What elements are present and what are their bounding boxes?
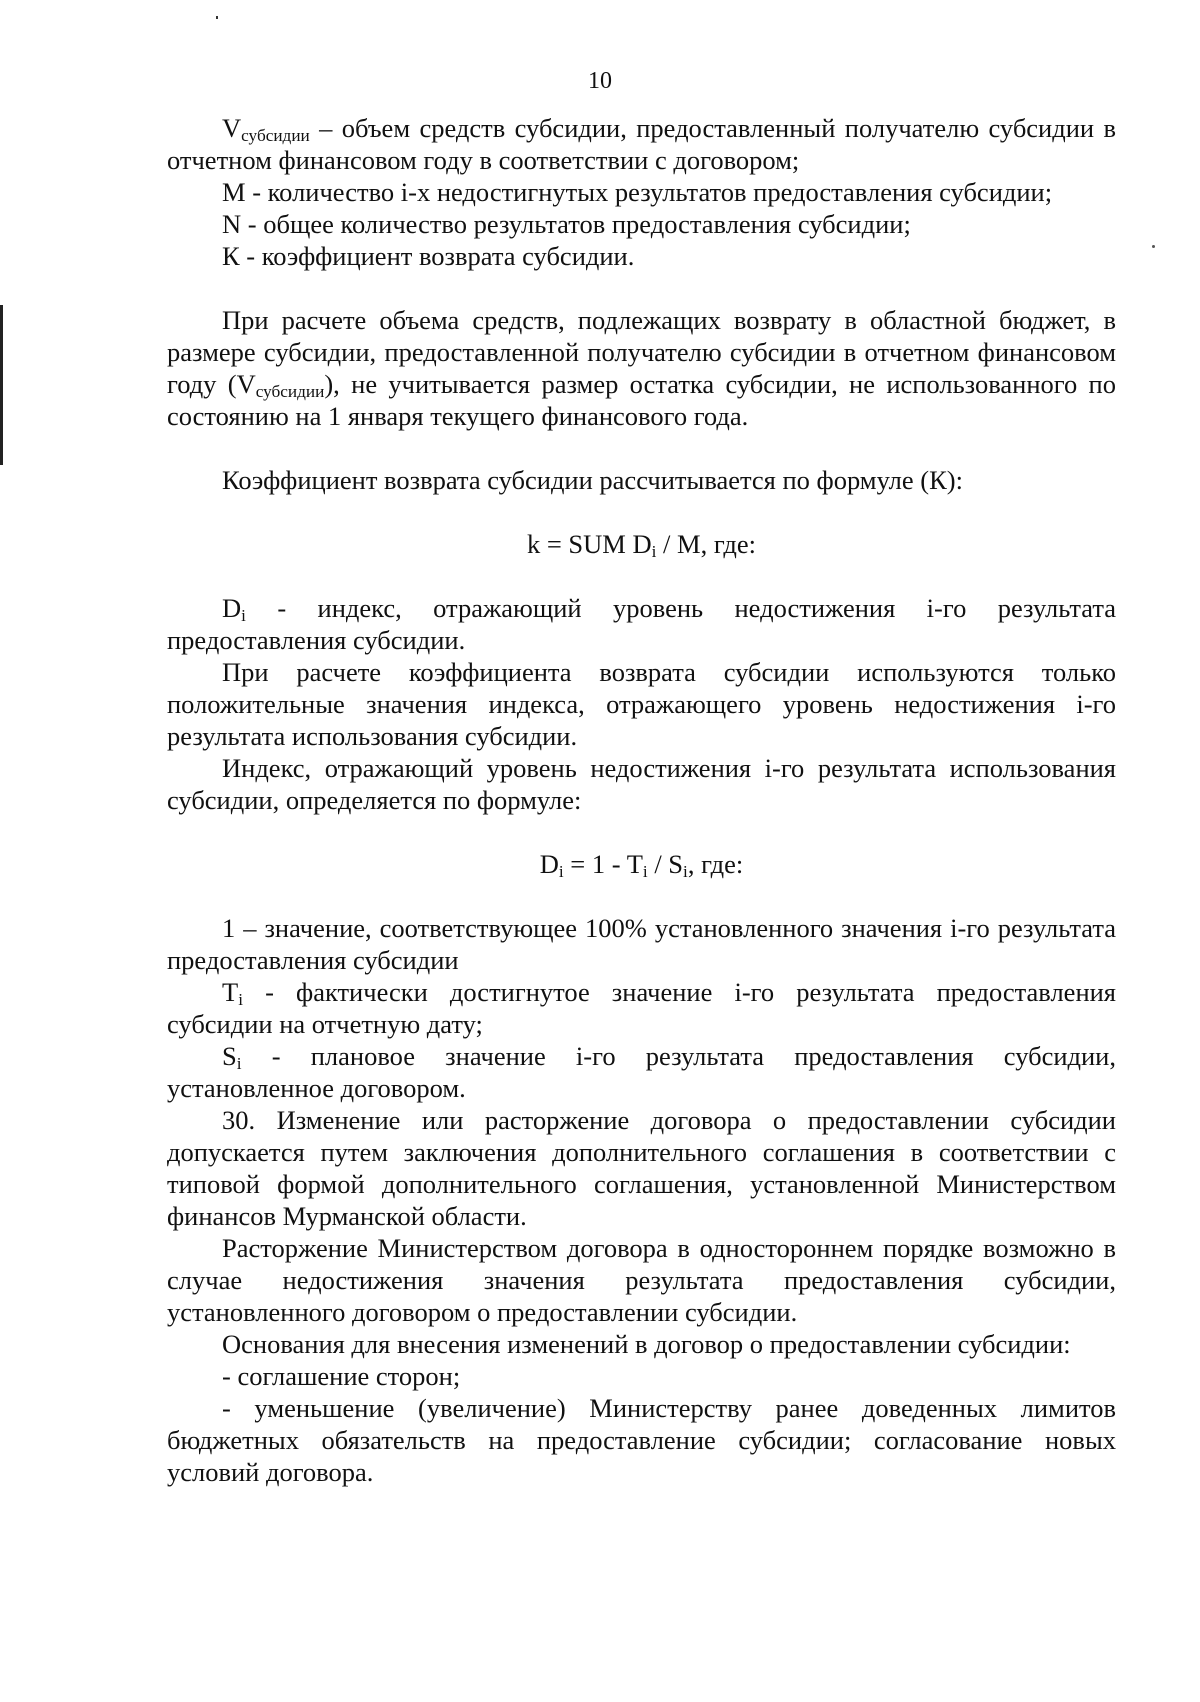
paragraph-one-value: 1 – значение, соответствующее 100% установленного значения i-го результата предоставления субсидии — [167, 913, 1116, 975]
subscript: субсидии — [241, 126, 310, 145]
paragraph-ti: $T_i$ - фактически достигнутое значение i-го результата предоставления субсидии на отчетную дату; — [167, 977, 1116, 1039]
formula-di: $D_i = 1 - T_i / S_i$, где: — [539, 849, 744, 881]
paragraph-k: К - коэффициент возврата субсидии. — [222, 241, 635, 271]
paragraph-coefficient-intro: Коэффициент возврата субсидии рассчитывается по формуле (К): — [222, 465, 963, 495]
paragraph-termination: Расторжение Министерством договора в одностороннем порядке возможно в случае недостижения значения результата предоставления субсидии, установленного договором о предоставлении субсидии. — [167, 1233, 1116, 1327]
paragraph-index-formula-intro: Индекс, отражающий уровень недостижения i-го результата использования субсидии, определяется по формуле: — [167, 753, 1116, 815]
scan-artifact-dot — [216, 16, 218, 19]
list-item-limits: - уменьшение (увеличение) Министерству ранее доведенных лимитов бюджетных обязательств на предоставление субсидии; согласование новых условий договора. — [167, 1393, 1116, 1487]
paragraph-n: N - общее количество результатов предоставления субсидии; — [222, 209, 911, 239]
subscript: i — [558, 862, 564, 881]
paragraph-positive-values: При расчете коэффициента возврата субсидии используются только положительные значения индекса, отражающего уровень недостижения i-го результата использования субсидии. — [167, 657, 1116, 751]
subscript: i — [241, 606, 246, 625]
scan-artifact-dot-right — [1152, 245, 1155, 248]
paragraph-text: объем средств субсидии, предоставленный получателю субсидии в отчетном финансовом году в соответствии с договором; — [167, 113, 1116, 175]
paragraph-si: $S_i$ - плановое значение i-го результата предоставления субсидии, установленное договором. — [167, 1041, 1116, 1103]
scan-artifact-edge — [0, 305, 3, 465]
variable-v: V — [222, 113, 242, 143]
formula-k: k = SUM $D_i$ / M, где: — [526, 529, 757, 561]
paragraph-m: M - количество i-х недостигнутых результатов предоставления субсидии; — [222, 177, 1053, 207]
subscript: субсидии — [255, 382, 325, 401]
subscript: i — [683, 862, 688, 881]
page-number: 10 — [588, 68, 612, 94]
subscript: i — [651, 542, 657, 561]
paragraph-grounds: Основания для внесения изменений в договор о предоставлении субсидии: — [222, 1329, 1071, 1359]
paragraph-v-subsidy: $V_{субсидии}$ – объем средств субсидии, предоставленный получателю субсидии в отчетном финансовом году в соответствии с договором; — [167, 113, 1116, 175]
subscript: i — [642, 862, 648, 881]
document-body — [167, 112, 1116, 1488]
paragraph-30-amendment: 30. Изменение или расторжение договора о предоставлении субсидии допускается путем заключения дополнительного соглашения в соответствии с типовой формой дополнительного соглашения, установленной Министерством финансов Мурманской области. — [167, 1105, 1116, 1231]
paragraph-di: $D_i$ - индекс, отражающий уровень недостижения i-го результата предоставления субсидии. — [167, 593, 1116, 655]
paragraph-calculation-note: При расчете объема средств, подлежащих возврату в областной бюджет, в размере субсидии, предоставленной получателю субсидии в отчетном финансовом году $(V_{субсидии})$, не учитывается размер остатка субсидии, не использованного по состоянию на 1 января текущего финансового года. — [167, 305, 1116, 431]
list-item-agreement: - соглашение сторон; — [222, 1361, 461, 1391]
subscript: i — [238, 990, 243, 1009]
subscript: i — [236, 1054, 242, 1073]
